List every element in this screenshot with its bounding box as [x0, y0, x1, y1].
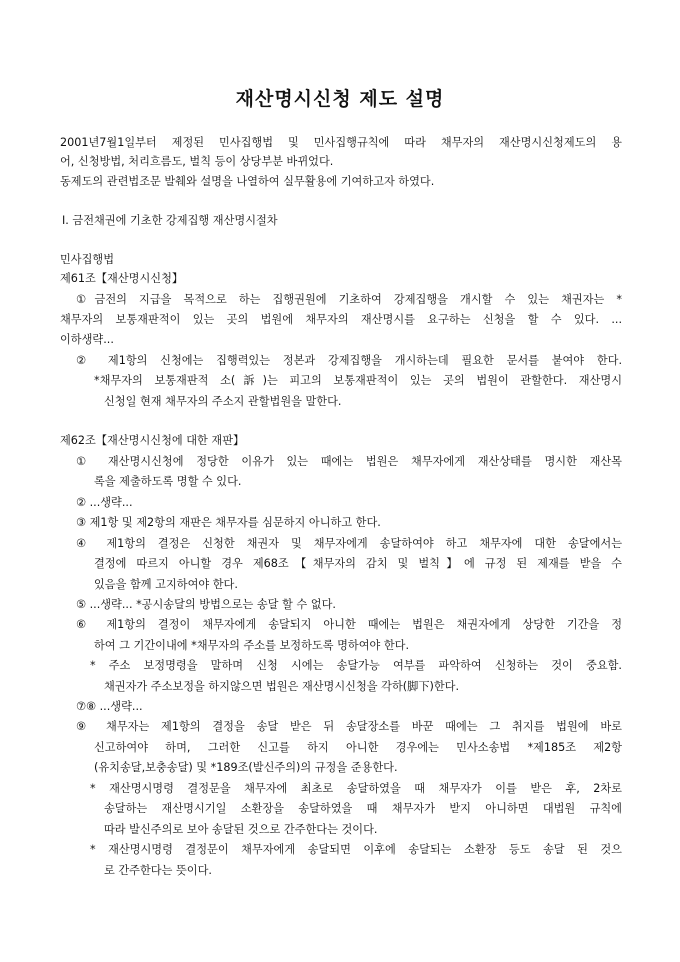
- article-62-item-9-note-2: 로 간주한다는 뜻이다.: [104, 864, 212, 877]
- article-62-item-9-note-1: 송달하는 재산명시기일 소환장을 송달하였을 때 채무자가 받지 아니하면 대법원 규칙에: [104, 802, 622, 815]
- article-62-item-7-8: ⑦⑧ ...생략...: [76, 700, 143, 713]
- article-62-item-1: 록을 제출하도록 명할 수 있다.: [94, 475, 242, 488]
- article-62-item-3: ③ 제1항 및 제2항의 재판은 채무자를 심문하지 아니하고 한다.: [76, 516, 381, 529]
- article-62-item-5: ⑤ ...생략... *공시송달의 방법으로는 송달 할 수 없다.: [76, 598, 336, 611]
- section-heading: Ⅰ. 금전채권에 기초한 강제집행 재산명시절차: [62, 214, 278, 227]
- article-62-item-9-note-2: * 재산명시명령 결정문이 채무자에게 송달되면 이후에 송달되는 소환장 등도 송달 된 것으: [90, 843, 622, 856]
- article-62-item-4: 있음을 함께 고지하여야 한다.: [94, 578, 238, 591]
- intro-line: 어, 신청방법, 처리흐름도, 벌칙 등이 상당부분 바뀌었다.: [60, 155, 334, 168]
- article-62-item-1: ① 재산명시신청에 정당한 이유가 있는 때에는 법원은 채무자에게 재산상태를 명시한 재산목: [76, 455, 622, 468]
- intro-line: 2001년7월1일부터 제정된 민사집행법 및 민사집행규칙에 따라 채무자의 재산명시신청제도의 용: [60, 136, 622, 149]
- article-62-item-6-note: * 주소 보정명령을 말하며 신청 시에는 송달가능 여부를 파악하여 신청하는 것이 중요함.: [90, 659, 622, 672]
- article-61-paragraph-1: ①금전의 지급을 목적으로 하는 집행권원에 기초하여 강제집행을 개시할 수 있는 채권자는 *: [76, 293, 622, 306]
- article-62-item-6-note: 채권자가 주소보정을 하지않으면 법원은 재산명시신청을 각하(脚下)한다.: [104, 680, 460, 693]
- article-61-note: *채무자의 보통재판적 소(訴)는 피고의 보통재판적이 있는 곳의 법원이 관할한다. 재산명시: [94, 374, 622, 387]
- document-title: 재산명시신청 제도 설명: [235, 88, 445, 110]
- article-62-item-9: (유치송달,보충송달) 및 *189조(발신주의)의 규정을 준용한다.: [94, 761, 398, 774]
- article-62-heading: 제62조【재산명시신청에 대한 재판】: [60, 434, 245, 447]
- article-62-item-9: ⑨ 채무자는 제1항의 결정을 송달 받은 뒤 송달장소를 바꾼 때에는 그 취지를 법원에 바로: [76, 720, 622, 733]
- intro-line: 동제도의 관련법조문 발췌와 설명을 나열하여 실무활용에 기여하고자 하였다.: [60, 175, 435, 188]
- article-62-item-6: 하여 그 기간이내에 *채무자의 주소를 보정하도록 명하여야 한다.: [94, 639, 410, 652]
- article-62-item-9-note-1: 따라 발신주의로 보아 송달된 것으로 간주한다는 것이다.: [104, 823, 378, 836]
- article-62-item-9: 신고하여야 하며, 그러한 신고를 하지 아니한 경우에는 민사소송법 *제185조 제2항: [94, 741, 622, 754]
- article-62-item-2: ② ...생략...: [76, 496, 133, 509]
- article-61-paragraph-2: ② 제1항의 신청에는 집행력있는 정본과 강제집행을 개시하는데 필요한 문서를 붙여야 한다.: [76, 354, 622, 367]
- article-61-paragraph-1: 이하생략...: [60, 333, 114, 346]
- article-61-paragraph-1: 채무자의 보통재판적이 있는 곳의 법원에 채무자의 재산명시를 요구하는 신청을 할 수 있다. ...: [60, 313, 622, 326]
- law-name: 민사집행법: [60, 253, 115, 266]
- article-62-item-4: 결정에 따르지 아니할 경우 제68조【채무자의 감치 및 벌칙】에 규정 된 제재를 받을 수: [94, 557, 622, 570]
- article-61-heading: 제61조【재산명시신청】: [60, 272, 184, 285]
- article-62-item-4: ④ 제1항의 결정은 신청한 채권자 및 채무자에게 송달하여야 하고 채무자에 대한 송달에서는: [76, 537, 622, 550]
- article-62-item-6: ⑥ 제1항의 결정이 채무자에게 송달되지 아니한 때에는 법원은 채권자에게 상당한 기간을 정: [76, 618, 622, 631]
- article-61-note: 신청일 현재 채무자의 주소지 관할법원을 말한다.: [104, 395, 342, 408]
- article-62-item-9-note-1: * 재산명시명령 결정문을 채무자에 최초로 송달하였을 때 채무자가 이를 받은 후, 2차로: [90, 782, 622, 795]
